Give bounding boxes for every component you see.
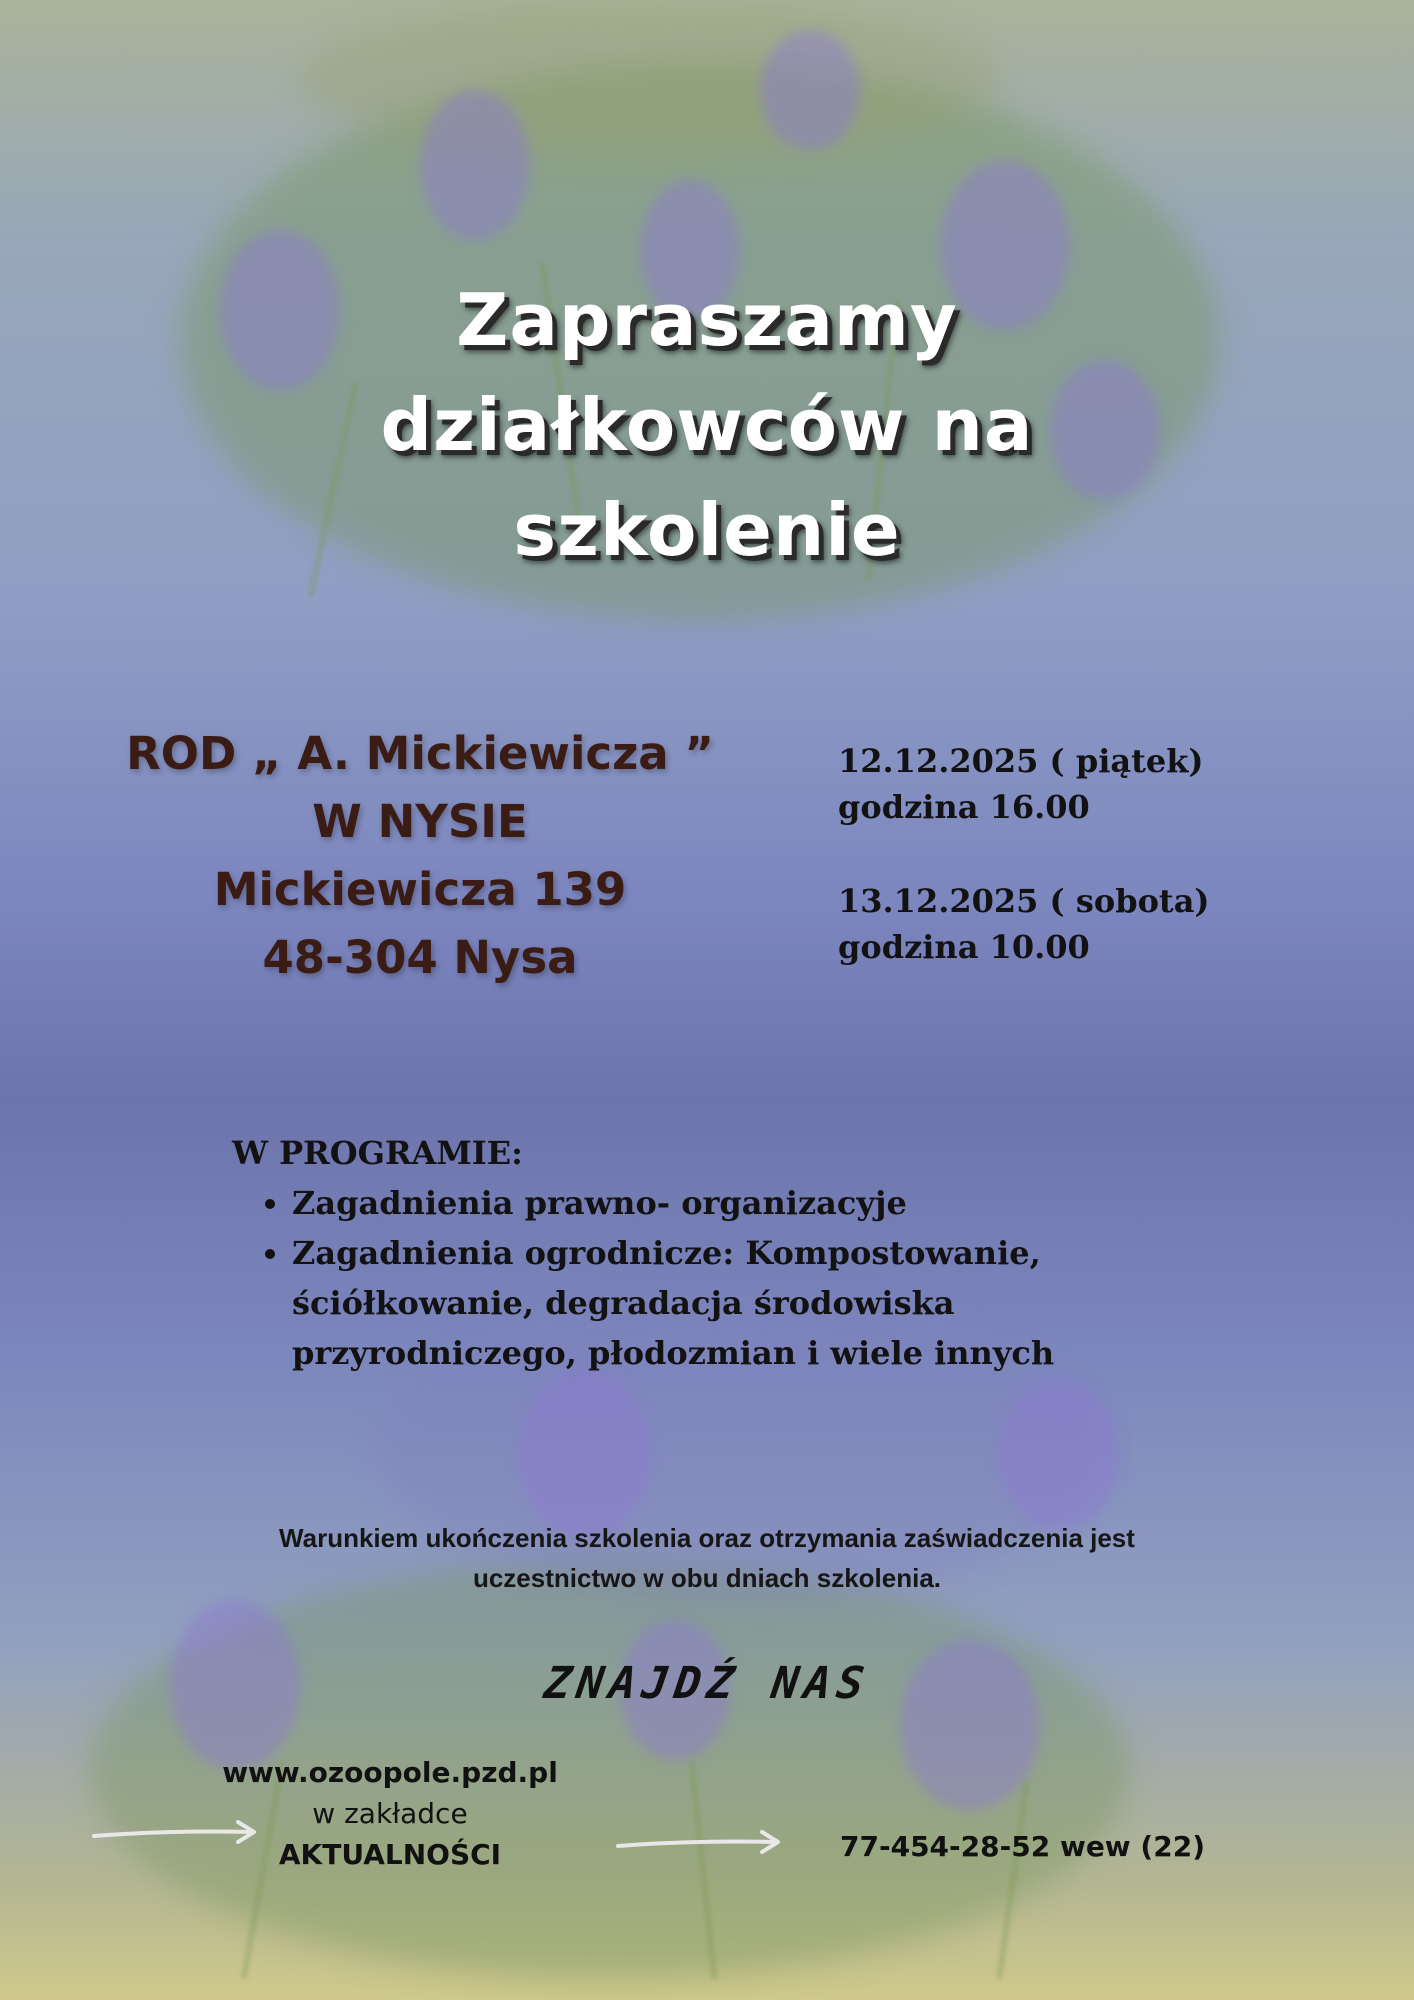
- arrow-right-icon: [92, 1818, 262, 1848]
- title-line: działkowców na: [380, 383, 1034, 467]
- event-time: godzina 10.00: [838, 928, 1090, 966]
- address-line: ROD „ A. Mickiewicza ”: [126, 727, 714, 780]
- condition-line: Warunkiem ukończenia szkolenia oraz otrzymania zaświadczenia jest: [279, 1523, 1135, 1553]
- website-link[interactable]: www.ozoopole.pzd.pl: [222, 1756, 558, 1789]
- event-time: godzina 16.00: [838, 788, 1090, 826]
- find-us-heading: ZNAJDŹ NAS: [540, 1658, 874, 1709]
- address-line: 48-304 Nysa: [262, 931, 578, 984]
- list-item: • Zagadnienia ogrodnicze: Kompostowanie, ściółkowanie, degradacja środowiska przyrodniczego, płodozmian i wiele innych: [292, 1228, 1092, 1378]
- page-title: [0, 268, 1414, 583]
- website-tab-text: w zakładce: [312, 1797, 468, 1830]
- list-item: • Zagadnienia prawno- organizacyje: [292, 1178, 1192, 1228]
- event-dates: [838, 738, 1210, 970]
- program-section: [232, 1128, 1192, 1378]
- website-section: AKTUALNOŚCI: [278, 1838, 502, 1871]
- condition-line: uczestnictwo w obu dniach szkolenia.: [472, 1563, 942, 1593]
- program-list: [232, 1178, 1192, 1378]
- title-line: szkolenie: [513, 488, 901, 572]
- event-date: 13.12.2025 ( sobota): [838, 882, 1210, 920]
- venue-address: [60, 720, 780, 992]
- completion-condition: [150, 1518, 1264, 1598]
- program-heading: W PROGRAMIE:: [232, 1134, 523, 1172]
- arrow-right-icon: [616, 1828, 786, 1858]
- title-line: Zapraszamy: [456, 278, 958, 362]
- website-info: [200, 1752, 580, 1876]
- address-line: Mickiewicza 139: [213, 863, 627, 916]
- address-line: W NYSIE: [312, 795, 528, 848]
- phone-number[interactable]: 77-454-28-52 wew (22): [840, 1830, 1205, 1863]
- event-date: 12.12.2025 ( piątek): [838, 742, 1204, 780]
